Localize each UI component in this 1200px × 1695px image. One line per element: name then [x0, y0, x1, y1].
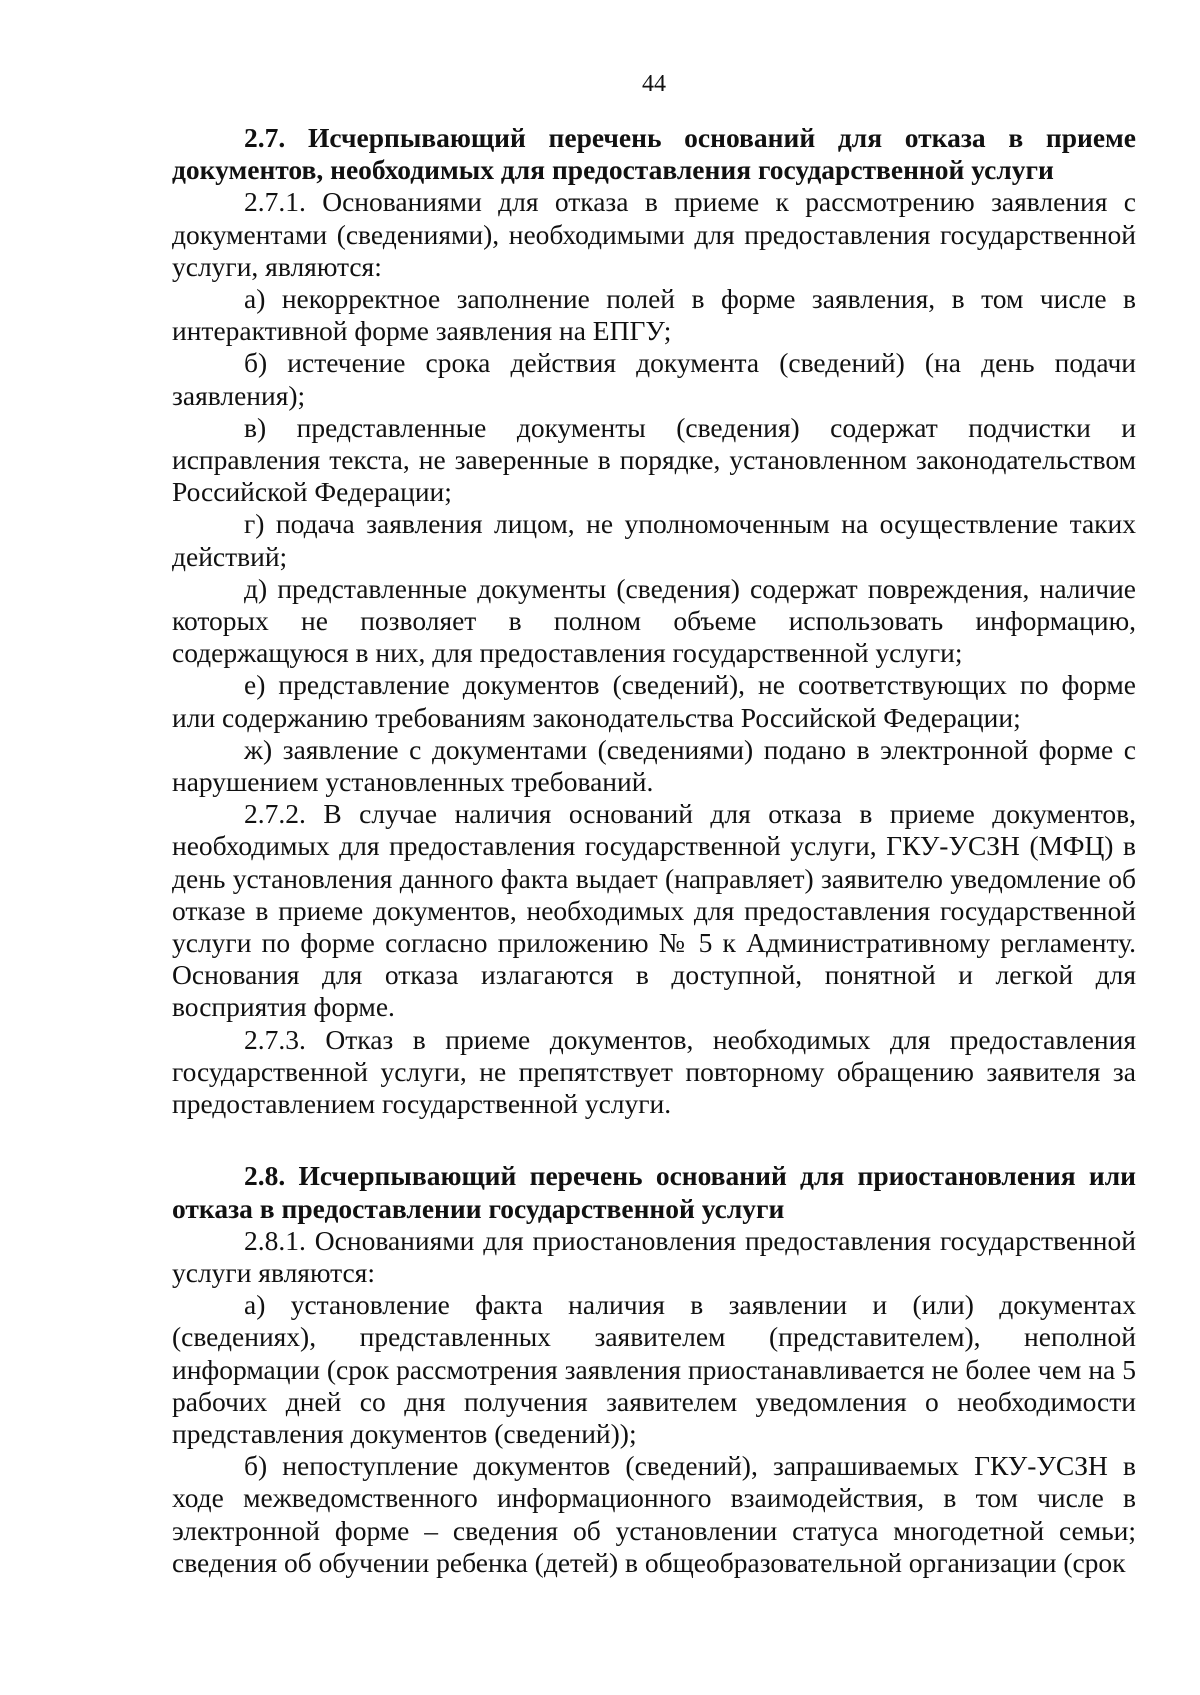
paragraph-2-7-1-b: б) истечение срока действия документа (сведений) (на день подачи заявления);: [172, 347, 1136, 411]
paragraph-2-7-1: 2.7.1. Основаниями для отказа в приеме к рассмотрению заявления с документами (сведениями), необходимыми для предоставления государственной услуги, являются:: [172, 186, 1136, 282]
paragraph-2-7-1-v: в) представленные документы (сведения) содержат подчистки и исправления текста, не заверенные в порядке, установленном законодательством Российской Федерации;: [172, 411, 1136, 508]
page-number: 44: [642, 71, 666, 97]
paragraph-2-7-1-zh: ж) заявление с документами (сведениями) подано в электронной форме с нарушением установленных требований.: [172, 733, 1136, 798]
paragraph-2-7-1-e: е) представление документов (сведений), не соответствующих по форме или содержанию требованиям законодательства Российской Федерации;: [172, 669, 1136, 733]
paragraph-2-8-1-a: а) установление факта наличия в заявлении и (или) документах (сведениях), представленных заявителем (представителем), неполной информации (срок рассмотрения заявления приостанавливается не более чем на 5 рабочих дней со дня получения заявителем уведомления о необходимости представления документов (сведений));: [172, 1289, 1136, 1449]
paragraph-2-7-3: 2.7.3. Отказ в приеме документов, необходимых для предоставления государственной услуги, не препятствует повторному обращению заявителя за предоставлением государственной услуги.: [172, 1023, 1136, 1120]
document-page: [172, 70, 1136, 1579]
section-2-7-heading: 2.7. Исчерпывающий перечень оснований для отказа в приеме документов, необходимых для предоставления государственной услуги: [172, 122, 1136, 186]
paragraph-2-8-1-b: б) непоступление документов (сведений), запрашиваемых ГКУ-УСЗН в ходе межведомственного информационного взаимодействия, в том числе в электронной форме – сведения об установлении статуса многодетной семьи; сведения об обучении ребенка (детей) в общеобразовательной организации (срок: [172, 1450, 1136, 1578]
paragraph-2-7-1-a: а) некорректное заполнение полей в форме заявления, в том числе в интерактивной форме заявления на ЕПГУ;: [172, 283, 1136, 347]
paragraph-2-8-1: 2.8.1. Основаниями для приостановления предоставления государственной услуги являются:: [172, 1224, 1136, 1288]
section-2-8-heading: 2.8. Исчерпывающий перечень оснований для приостановления или отказа в предоставлении государственной услуги: [172, 1160, 1136, 1224]
paragraph-2-7-2: 2.7.2. В случае наличия оснований для отказа в приеме документов, необходимых для предоставления государственной услуги, ГКУ-УСЗН (МФЦ) в день установления данного факта выдает (направляет) заявителю уведомление об отказе в приеме документов, необходимых для предоставления государственной услуги по форме согласно приложению № 5 к Административному регламенту. Основания для отказа излагаются в доступной, понятной и легкой для восприятия форме.: [172, 798, 1136, 1023]
section-spacer: [172, 1120, 1136, 1160]
paragraph-2-7-1-g: г) подача заявления лицом, не уполномоченным на осуществление таких действий;: [172, 508, 1136, 572]
paragraph-2-7-1-d: д) представленные документы (сведения) содержат повреждения, наличие которых не позволяет в полном объеме использовать информацию, содержащуюся в них, для предоставления государственной услуги;: [172, 572, 1136, 669]
